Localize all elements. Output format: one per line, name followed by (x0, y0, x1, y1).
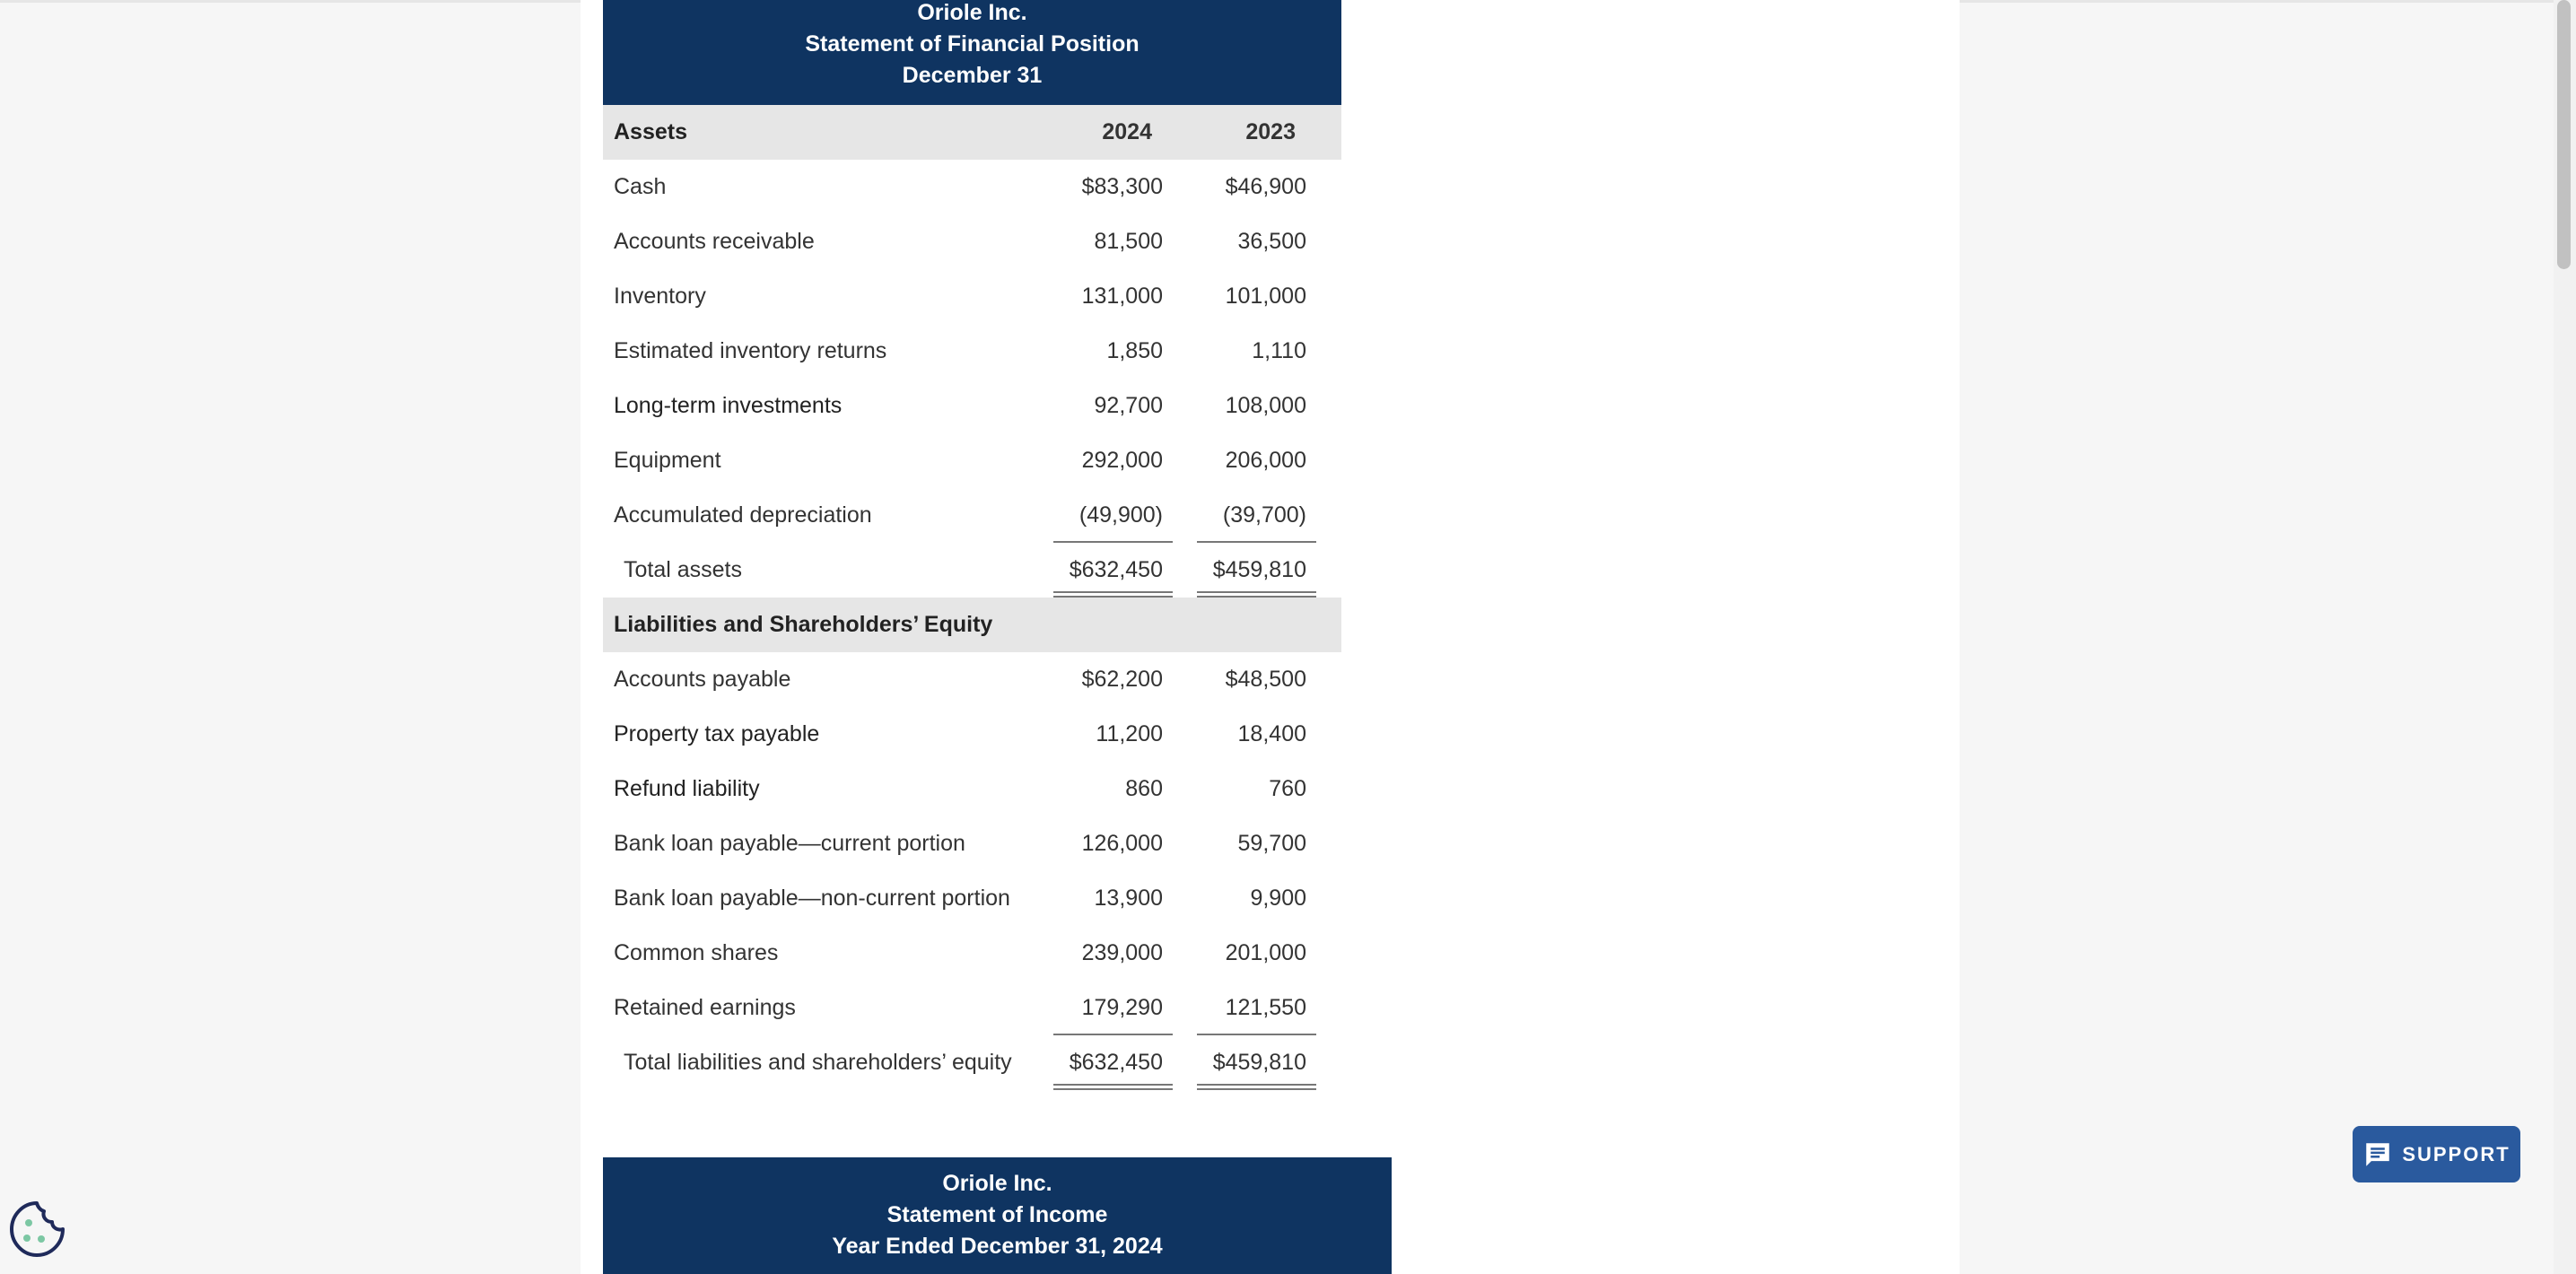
table-row (603, 871, 1341, 926)
row-label: Equipment (614, 448, 721, 473)
value-2023: 121,550 (1225, 995, 1306, 1020)
value-2024: 92,700 (1094, 393, 1163, 418)
value-2023: $459,810 (1212, 1050, 1306, 1075)
row-label: Long-term investments (614, 393, 843, 418)
value-2024: 179,290 (1081, 995, 1163, 1020)
value-2024: 81,500 (1094, 229, 1163, 254)
financial-position-table (603, 105, 1341, 1090)
value-2024: 11,200 (1096, 721, 1163, 746)
table-row (603, 160, 1341, 214)
statement-title: Statement of Income (886, 1202, 1108, 1227)
table-row (603, 707, 1341, 762)
row-label: Common shares (614, 940, 779, 965)
income-statement-header (603, 1157, 1392, 1274)
value-2024: 13,900 (1094, 886, 1163, 911)
double-underline (1053, 591, 1173, 598)
table-row (603, 324, 1341, 379)
row-label: Accounts receivable (614, 229, 815, 254)
row-label: Total liabilities and shareholders’ equity (624, 1050, 1012, 1075)
statement-title: Statement of Financial Position (805, 31, 1140, 57)
row-label: Retained earnings (614, 995, 796, 1020)
statement-date: Year Ended December 31, 2024 (832, 1234, 1163, 1259)
row-label: Bank loan payable—current portion (614, 831, 965, 856)
value-2023: 201,000 (1225, 940, 1306, 965)
row-label: Accounts payable (614, 667, 791, 692)
statement-date: December 31 (902, 63, 1043, 88)
row-label: Estimated inventory returns (614, 338, 887, 363)
table-row (603, 981, 1341, 1035)
total-row (603, 1035, 1341, 1090)
value-2024: 239,000 (1081, 940, 1163, 965)
support-button[interactable] (2353, 1126, 2520, 1182)
value-2024: 860 (1125, 776, 1163, 801)
table-row (603, 488, 1341, 543)
value-2023: 206,000 (1225, 448, 1306, 473)
vertical-scrollbar[interactable] (2554, 0, 2576, 1274)
column-header-2024: 2024 (1102, 119, 1152, 144)
value-2024: 131,000 (1081, 284, 1163, 309)
total-row (603, 543, 1341, 598)
table-row (603, 379, 1341, 433)
value-2023: 1,110 (1252, 338, 1306, 363)
value-2024: $62,200 (1081, 667, 1163, 692)
table-row (603, 652, 1341, 707)
company-name: Oriole Inc. (942, 1171, 1052, 1196)
double-underline (1053, 1084, 1173, 1090)
value-2024: 292,000 (1081, 448, 1163, 473)
row-label: Property tax payable (614, 721, 820, 746)
liabilities-section-header (603, 598, 1341, 652)
value-2024: (49,900) (1078, 502, 1163, 528)
value-2024: $632,450 (1069, 557, 1163, 582)
support-label: SUPPORT (2402, 1142, 2511, 1165)
value-2023: (39,700) (1222, 502, 1306, 528)
value-2024: $83,300 (1081, 174, 1163, 199)
value-2023: $459,810 (1212, 557, 1306, 582)
value-2024: 126,000 (1081, 831, 1163, 856)
value-2023: 108,000 (1225, 393, 1306, 418)
value-2023: 36,500 (1237, 229, 1306, 254)
column-header-2023: 2023 (1245, 119, 1296, 144)
table-row (603, 269, 1341, 324)
table-row (603, 433, 1341, 488)
row-label: Accumulated depreciation (614, 502, 872, 528)
chat-icon (2362, 1139, 2393, 1170)
assets-section-header (603, 105, 1341, 160)
value-2023: 101,000 (1225, 284, 1306, 309)
row-label: Refund liability (614, 776, 760, 801)
table-row (603, 816, 1341, 871)
value-2023: $48,500 (1225, 667, 1306, 692)
scrollbar-thumb[interactable] (2557, 0, 2571, 269)
row-label: Bank loan payable—non-current portion (614, 886, 1010, 911)
value-2024: $632,450 (1069, 1050, 1163, 1075)
financial-position-header (603, 0, 1341, 105)
row-label: Cash (614, 174, 667, 199)
value-2023: 9,900 (1250, 886, 1306, 911)
liabilities-heading: Liabilities and Shareholders’ Equity (614, 612, 993, 637)
value-2024: 1,850 (1106, 338, 1163, 363)
company-name: Oriole Inc. (917, 0, 1027, 25)
double-underline (1197, 591, 1316, 598)
table-row (603, 926, 1341, 981)
value-2023: 18,400 (1237, 721, 1306, 746)
value-2023: 59,700 (1237, 831, 1306, 856)
cookie-icon (5, 1198, 68, 1261)
table-row (603, 762, 1341, 816)
cookie-settings-button[interactable] (5, 1198, 68, 1261)
row-label: Inventory (614, 284, 706, 309)
row-label: Total assets (624, 557, 743, 582)
assets-heading: Assets (614, 119, 687, 144)
value-2023: $46,900 (1225, 174, 1306, 199)
double-underline (1197, 1084, 1316, 1090)
value-2023: 760 (1269, 776, 1306, 801)
table-row (603, 214, 1341, 269)
